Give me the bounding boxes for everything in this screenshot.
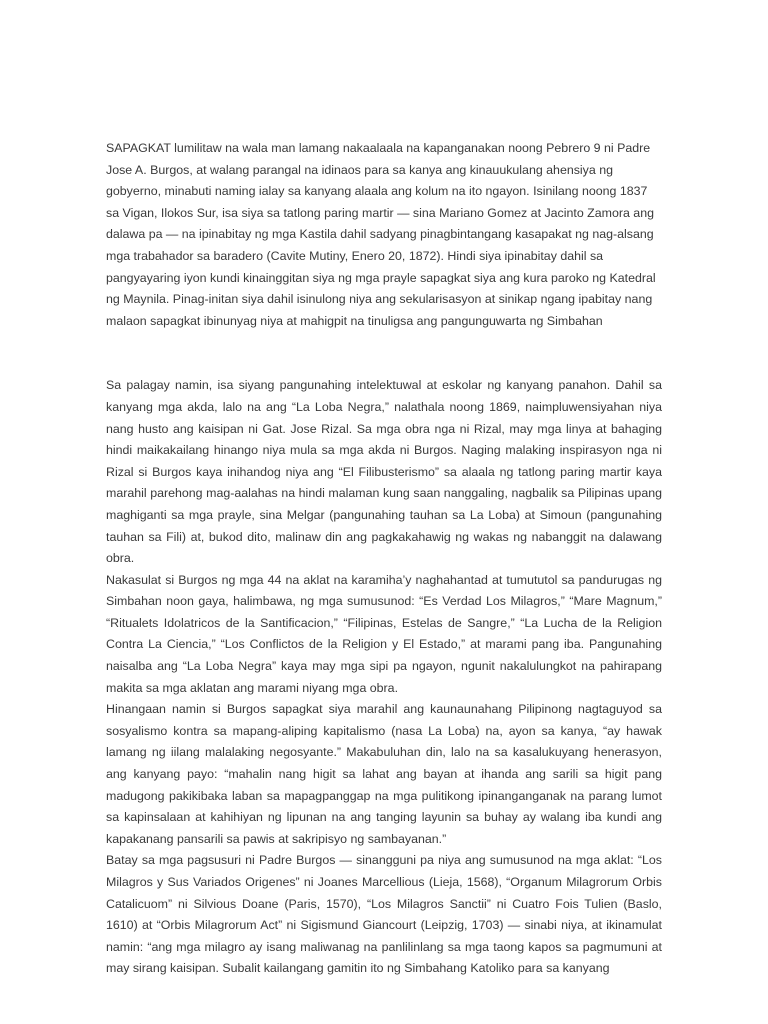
paragraph-influence: Sa palagay namin, isa siyang pangunahing intelektuwal at eskolar ng kanyang panahon. Dahil sa kanyang mga akda, lalo na ang “La Loba Negra,” nalathala noong 1869, naimpluwensiyahan niya nang husto ang kaisipan ni Gat. Jose Rizal. Sa mga obra nga ni Rizal, may mga linya at bahaging hindi maikakailang hinango niya mula sa mga akda ni Burgos. Naging malaking inspirasyon nga ni Rizal si Burgos kaya inihandog niya ang “El Filibusterismo” sa alaala ng tatlong paring martir kaya marahil parehong mag-aalahas na hindi malaman kung saan nanggaling, nagbalik sa Pilipinas upang maghiganti sa mga prayle, sina Melgar (pangunahing tauhan sa La Loba) at Simoun (pangunahing tauhan sa Fili) at, bukod dito, malinaw din ang pagkakahawig ng wakas ng nabanggit na dalawang obra. [106,378,662,566]
paragraph-books: Nakasulat si Burgos ng mga 44 na aklat na karamiha’y naghahantad at tumututol sa pandurugas ng Simbahan noon gaya, halimbawa, ng mga sumusunod: “Es Verdad Los Milagros,” “Mare Magnum,” “Ritualets Idolatricos de la Santificacion,” “Filipinas, Estelas de Sangre,” “La Lucha de la Religion Contra La Ciencia,” “Los Conflictos de la Religion y El Estado,” at marami pang iba. Pangunahing naisalba ang “La Loba Negra” kaya may mga sipi pa ngayon, ngunit nakalulungkot na pahirapang makita sa mga aklatan ang marami niyang mga obra. [106,572,662,695]
paragraph-intro: SAPAGKAT lumilitaw na wala man lamang nakaalaala na kapanganakan noong Pebrero 9 ni Padre Jose A. Burgos, at walang parangal na idinaos para sa kanya ang kinauukulang ahensiya ng gobyerno, minabuti naming ialay sa kanyang alaala ang kolum na ito ngayon. Isinilang noong 1837 sa Vigan, Ilokos Sur, isa siya sa tatlong paring martir — sina Mariano Gomez at Jacinto Zamora ang dalawa pa — na ipinabitay ng mga Kastila dahil sadyang pinagbintangang kasapakat ng nag-alsang mga trabahador sa baradero (Cavite Mutiny, Enero 20, 1872). Hindi siya ipinabitay dahil sa pangyayaring iyon kundi kinainggitan siya ng mga prayle sapagkat siya ang kura paroko ng Katedral ng Maynila. Pinag-initan siya dahil isinulong niya ang sekularisasyon at sinikap ngang ipabitay nang malaon sapagkat ibinunyag niya at mahigpit na tinuligsa ang pangunguwarta ng Simbahan [106,141,656,328]
paragraph-socialism: Hinangaan namin si Burgos sapagkat siya marahil ang kaunaunahang Pilipinong nagtaguyod sa sosyalismo kontra sa mapang-aliping kapitalismo (nasa La Loba) na, ayon sa kanya, “ay hawak lamang ng iilang malalaking negosyante.” Makabuluhan din, lalo na sa kasalukuyang henerasyon, ang kanyang payo: “mahalin nang higit sa lahat ang bayan at ihanda ang sarili sa higit pang madugong pakikibaka laban sa mapagpanggap na mga pulitikong ipinanganganak na parang lumot sa kapinsalaan at kahihiyan ng lipunan na ang tanging layunin sa buhay ay walang iba kundi ang kapakanang pansarili sa pawis at sakripisyo ng sambayanan.” [106,702,662,846]
document-body [106,138,662,980]
section-spacer [106,332,662,375]
paragraph-miracles: Batay sa mga pagsusuri ni Padre Burgos — sinangguni pa niya ang sumusunod na mga aklat: “Los Milagros y Sus Variados Origenes” ni Joanes Marcellious (Lieja, 1568), “Organum Milagrorum Orbis Catalicuom” ni Silvious Doane (Paris, 1570), “Los Milagros Sanctii” ni Cuatro Fois Tulien (Baslo, 1610) at “Orbis Milagrorum Act” ni Sigismund Giancourt (Leipzig, 1703) — sinabi niya, at ikinamulat namin: “ang mga milagro ay isang maliwanag na panlilinlang sa mga taong kapos sa pagmumuni at may sirang kaisipan. Subalit kailangang gamitin ito ng Simbahang Katoliko para sa kanyang [106,853,662,976]
